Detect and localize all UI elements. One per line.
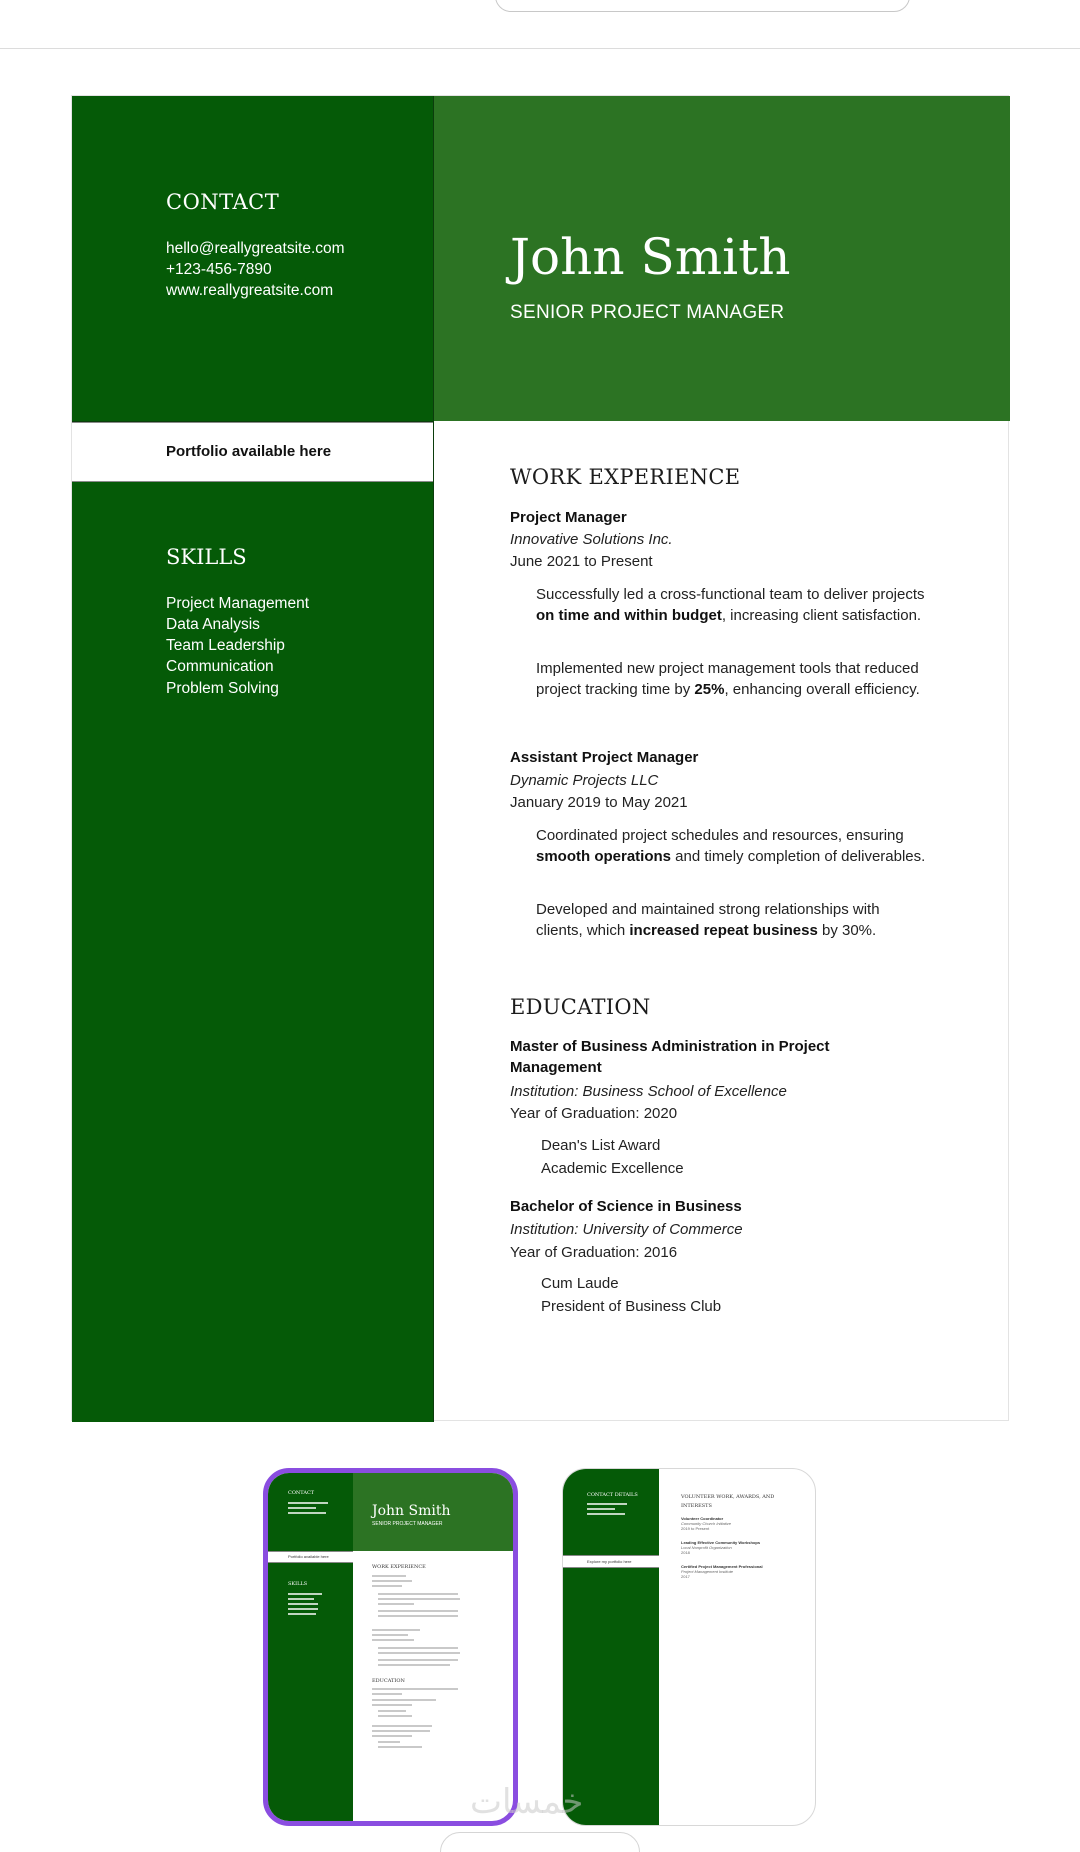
- template-thumbnail-selected[interactable]: [263, 1468, 518, 1826]
- thumb-skills-heading: SKILLS: [288, 1581, 308, 1587]
- column-separator: [433, 96, 434, 1422]
- job-company: Innovative Solutions Inc.: [510, 531, 673, 548]
- job-bullet: Coordinated project schedules and resources, ensuring smooth operations and timely completion of deliverables.: [536, 827, 926, 865]
- skills-heading: SKILLS: [166, 545, 247, 569]
- thumb-text-line: [288, 1603, 318, 1605]
- contact-heading: CONTACT: [166, 190, 280, 214]
- search-bar[interactable]: [495, 0, 910, 12]
- thumb-text-line: [372, 1688, 458, 1690]
- thumb-text-line: [288, 1502, 328, 1504]
- job-bullet: Implemented new project management tools that reduced project tracking time by 25%, enhancing overall efficiency.: [536, 660, 920, 698]
- thumb-text-line: [372, 1580, 412, 1582]
- thumb-contact-heading: CONTACT DETAILS: [587, 1492, 638, 1498]
- skill-item: Problem Solving: [166, 680, 279, 697]
- contact-website: www.reallygreatsite.com: [166, 282, 334, 299]
- job-company: Dynamic Projects LLC: [510, 772, 659, 789]
- resume-preview: [71, 95, 1009, 1421]
- award-item: Academic Excellence: [541, 1160, 684, 1177]
- work-experience-heading: WORK EXPERIENCE: [510, 465, 741, 489]
- job-title: Project Manager: [510, 509, 627, 526]
- job-title: Assistant Project Manager: [510, 749, 699, 766]
- degree-institution: Institution: University of Commerce: [510, 1221, 743, 1238]
- thumb-item-title: Volunteer Coordinator: [681, 1516, 724, 1521]
- resume-name: John Smith: [510, 228, 791, 286]
- bottom-action-pill[interactable]: [440, 1832, 640, 1852]
- award-item: Cum Laude: [541, 1275, 619, 1292]
- thumb-item-org: Project Management Institute: [681, 1569, 734, 1574]
- job-dates: January 2019 to May 2021: [510, 794, 688, 811]
- thumb-text-line: [372, 1699, 436, 1701]
- thumb-text-line: [587, 1508, 615, 1510]
- thumb-text-line: [288, 1512, 326, 1514]
- contact-email: hello@reallygreatsite.com: [166, 240, 345, 257]
- job-dates: June 2021 to Present: [510, 553, 653, 570]
- thumb-role: SENIOR PROJECT MANAGER: [372, 1521, 443, 1527]
- thumb-text-line: [378, 1615, 458, 1617]
- thumb-contact-heading: CONTACT: [288, 1490, 315, 1496]
- degree-institution: Institution: Business School of Excellence: [510, 1083, 787, 1100]
- job-bullet: Developed and maintained strong relationships with clients, which increased repeat business by 30%.: [536, 901, 880, 939]
- thumb-text-line: [372, 1693, 402, 1695]
- skill-item: Communication: [166, 658, 274, 675]
- thumb-text-line: [372, 1585, 402, 1587]
- thumb-text-line: [378, 1647, 458, 1649]
- thumb-item-org: Local Nonprofit Organization: [681, 1545, 732, 1550]
- skill-item: Team Leadership: [166, 637, 285, 654]
- thumb-text-line: [372, 1725, 432, 1727]
- thumb-sidebar: [268, 1473, 353, 1821]
- thumb-text-line: [378, 1659, 458, 1661]
- portfolio-label: Portfolio available here: [166, 443, 332, 460]
- contact-phone: +123-456-7890: [166, 261, 272, 278]
- thumb-education-heading: EDUCATION: [372, 1678, 405, 1684]
- thumb-text-line: [378, 1715, 412, 1717]
- thumb-text-line: [378, 1610, 458, 1612]
- award-item: Dean's List Award: [541, 1137, 661, 1154]
- thumb-text-line: [378, 1598, 460, 1600]
- thumb-text-line: [288, 1598, 314, 1600]
- thumb-item-title: Certified Project Management Professional: [681, 1564, 763, 1569]
- skill-item: Project Management: [166, 595, 310, 612]
- thumb-name: John Smith: [372, 1503, 451, 1519]
- thumb-text-line: [288, 1507, 316, 1509]
- education-heading: EDUCATION: [510, 995, 651, 1019]
- thumb-text-line: [587, 1503, 627, 1505]
- thumb-text-line: [288, 1593, 322, 1595]
- award-item: President of Business Club: [541, 1298, 722, 1315]
- thumb-sidebar: [563, 1469, 659, 1825]
- thumb-text-line: [378, 1664, 450, 1666]
- header-divider: [0, 48, 1080, 49]
- skill-item: Data Analysis: [166, 616, 260, 633]
- thumb-text-line: [378, 1741, 400, 1743]
- thumb-text-line: [372, 1735, 412, 1737]
- thumb-item-year: 2018: [681, 1550, 690, 1555]
- thumb-text-line: [288, 1613, 316, 1615]
- thumb-work-heading: WORK EXPERIENCE: [372, 1564, 426, 1570]
- template-thumbnail[interactable]: [562, 1468, 816, 1826]
- thumb-item-year: 2019 to Present: [681, 1526, 710, 1531]
- thumb-text-line: [372, 1575, 406, 1577]
- thumb-portfolio-label: Portfolio available here: [288, 1554, 329, 1559]
- thumb-item-year: 2017: [681, 1574, 690, 1579]
- thumb-text-line: [372, 1730, 430, 1732]
- degree-year: Year of Graduation: 2016: [510, 1244, 678, 1261]
- resume-role: SENIOR PROJECT MANAGER: [510, 302, 785, 323]
- thumb-text-line: [372, 1629, 420, 1631]
- thumb-text-line: [378, 1710, 406, 1712]
- thumb-text-line: [587, 1513, 625, 1515]
- thumb-portfolio-label: Explore my portfolio here: [587, 1559, 632, 1564]
- thumb-section-heading: VOLUNTEER WORK, AWARDS, AND INTERESTS: [681, 1494, 775, 1509]
- thumb-text-line: [378, 1593, 458, 1595]
- thumb-text-line: [372, 1704, 412, 1706]
- portfolio-link[interactable]: [72, 422, 433, 482]
- thumb-text-line: [372, 1634, 408, 1636]
- thumb-item-org: Community Church Initiative: [681, 1521, 732, 1526]
- thumb-text-line: [378, 1746, 422, 1748]
- degree-title: Master of Business Administration in Project Management: [510, 1038, 830, 1076]
- thumb-text-line: [288, 1608, 318, 1610]
- thumb-text-line: [372, 1639, 414, 1641]
- watermark: خمسات: [470, 1782, 584, 1822]
- degree-year: Year of Graduation: 2020: [510, 1105, 678, 1122]
- thumb-item-title: Leading Effective Community Workshops: [681, 1540, 761, 1545]
- thumb-text-line: [378, 1603, 414, 1605]
- degree-title: Bachelor of Science in Business: [510, 1198, 742, 1215]
- thumb-text-line: [378, 1652, 460, 1654]
- job-bullet: Successfully led a cross-functional team to deliver projects on time and within budget, increasing client satisfaction.: [536, 586, 925, 624]
